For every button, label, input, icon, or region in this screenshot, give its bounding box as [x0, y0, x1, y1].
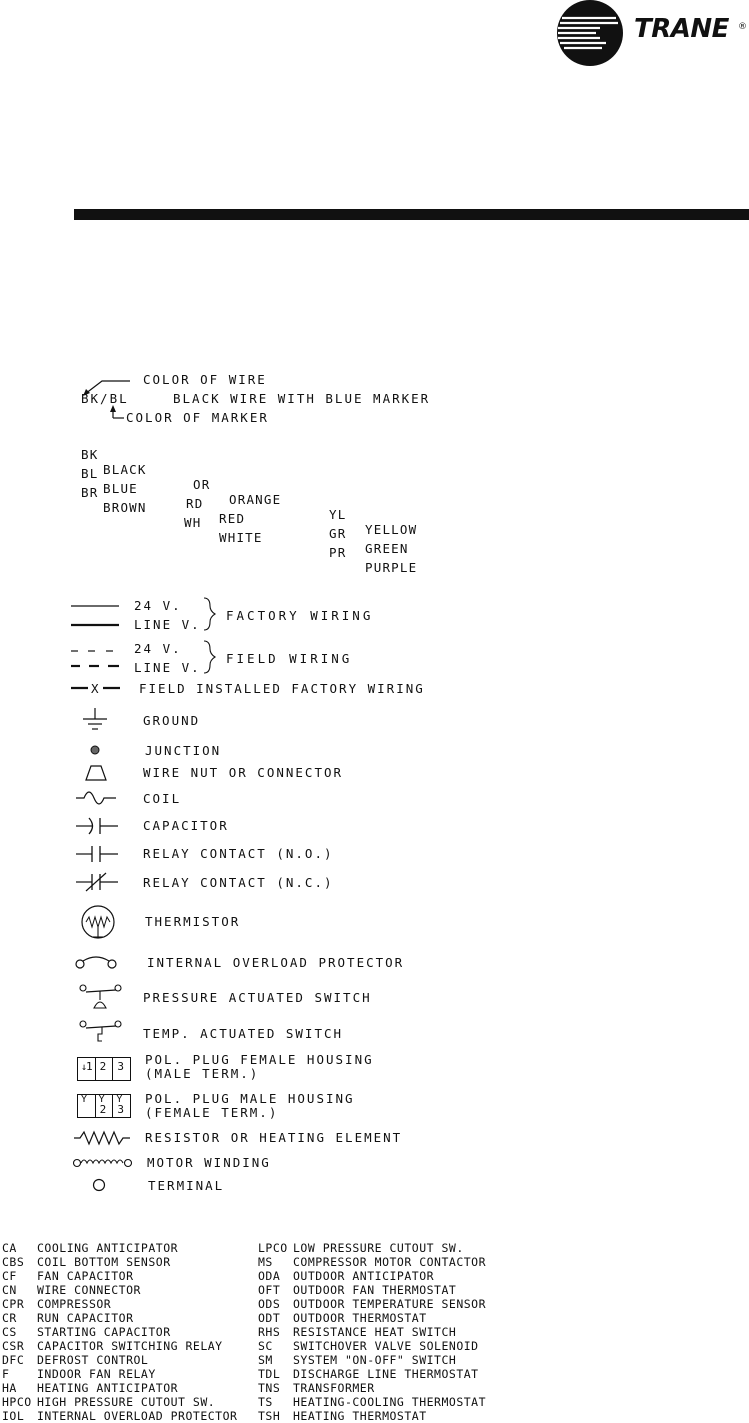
relay-no-icon: [74, 843, 120, 865]
color-name: BROWN: [103, 500, 147, 515]
ground-label: GROUND: [143, 713, 201, 728]
field-installed-factory-label: FIELD INSTALLED FACTORY WIRING: [139, 681, 425, 696]
example-code: BK/BL: [81, 391, 129, 406]
abbr-desc: INTERNAL OVERLOAD PROTECTOR: [37, 1409, 238, 1423]
abbreviation-row: [2, 1381, 237, 1395]
abbr-desc: LOW PRESSURE CUTOUT SW.: [293, 1241, 464, 1255]
abbreviation-row: [2, 1269, 237, 1283]
plug-male-sublabel: (FEMALE TERM.): [145, 1105, 279, 1120]
plug-female-label: POL. PLUG FEMALE HOUSING: [145, 1052, 374, 1067]
plug-female-slot: [113, 1058, 130, 1080]
abbr-code: HA: [2, 1381, 17, 1395]
capacitor-label: CAPACITOR: [143, 818, 229, 833]
brand-name: TRANE: [634, 14, 729, 44]
v24-label: 24 V.: [134, 641, 182, 656]
abbr-desc: CAPACITOR SWITCHING RELAY: [37, 1339, 223, 1353]
overload-label: INTERNAL OVERLOAD PROTECTOR: [147, 955, 405, 970]
abbr-code: CA: [2, 1241, 17, 1255]
plug-pin-number: 2: [99, 1060, 107, 1073]
trane-logo-mark: [556, 0, 626, 68]
abbr-desc: STARTING CAPACITOR: [37, 1325, 171, 1339]
line-v-label: LINE V.: [134, 617, 201, 632]
resistor-icon: [72, 1128, 132, 1148]
x-mark: X: [91, 681, 99, 696]
abbreviation-row: [2, 1353, 237, 1367]
example-description: BLACK WIRE WITH BLUE MARKER: [173, 391, 431, 406]
pin-y-icon: Y: [116, 1094, 123, 1105]
overload-protector-icon: [72, 952, 122, 972]
abbreviation-row: [258, 1395, 486, 1409]
relay-nc-label: RELAY CONTACT (N.C.): [143, 875, 334, 890]
abbr-desc: SYSTEM "ON-OFF" SWITCH: [293, 1353, 457, 1367]
registered-mark: ®: [738, 22, 747, 32]
pressure-switch-label: PRESSURE ACTUATED SWITCH: [143, 990, 372, 1005]
abbreviation-row: [258, 1269, 486, 1283]
abbr-code: CSR: [2, 1339, 25, 1353]
junction-label: JUNCTION: [145, 743, 222, 758]
color-code: GR: [329, 526, 347, 541]
color-code: WH: [184, 515, 202, 530]
color-code: PR: [329, 545, 347, 560]
color-code: OR: [193, 477, 211, 492]
coil-icon: [74, 788, 118, 808]
abbr-desc: TRANSFORMER: [293, 1381, 375, 1395]
field-wiring-label: FIELD WIRING: [226, 651, 353, 666]
abbr-desc: COOLING ANTICIPATOR: [37, 1241, 179, 1255]
plug-female-slot: [78, 1058, 96, 1080]
abbreviation-row: [2, 1241, 237, 1255]
color-of-marker-label: COLOR OF MARKER: [126, 410, 269, 425]
plug-male-slot: [113, 1095, 130, 1117]
wire-nut-icon: [82, 763, 110, 783]
abbreviation-row: [2, 1325, 237, 1339]
abbreviation-row: [258, 1283, 486, 1297]
abbreviation-row: [258, 1255, 486, 1269]
trane-logo: [556, 0, 749, 68]
abbr-code: ODT: [258, 1311, 281, 1325]
abbr-desc: HEATING-COOLING THERMOSTAT: [293, 1395, 487, 1409]
abbr-code: TS: [258, 1395, 273, 1409]
color-code: YL: [329, 507, 347, 522]
abbr-desc: OUTDOOR TEMPERATURE SENSOR: [293, 1297, 487, 1311]
abbr-code: OFT: [258, 1283, 281, 1297]
abbr-desc: INDOOR FAN RELAY: [37, 1367, 156, 1381]
abbr-desc: DISCHARGE LINE THERMOSTAT: [293, 1367, 479, 1381]
abbreviation-row: [2, 1367, 237, 1381]
plug-pin-number: 3: [117, 1060, 124, 1073]
resistor-label: RESISTOR OR HEATING ELEMENT: [145, 1130, 403, 1145]
line-v-label: LINE V.: [134, 660, 201, 675]
abbr-desc: WIRE CONNECTOR: [37, 1283, 141, 1297]
temp-switch-label: TEMP. ACTUATED SWITCH: [143, 1026, 344, 1041]
abbreviation-row: [2, 1395, 237, 1409]
abbr-code: DFC: [2, 1353, 25, 1367]
abbr-code: CF: [2, 1269, 17, 1283]
abbr-desc: OUTDOOR THERMOSTAT: [293, 1311, 427, 1325]
abbr-code: TNS: [258, 1381, 281, 1395]
color-name: RED: [219, 511, 246, 526]
abbreviation-row: [2, 1339, 237, 1353]
abbr-code: CN: [2, 1283, 17, 1297]
color-code: BR: [81, 485, 99, 500]
abbreviation-row: [258, 1381, 486, 1395]
color-name: ORANGE: [229, 492, 282, 507]
abbr-code: CR: [2, 1311, 17, 1325]
pin-y-icon: Y: [98, 1094, 105, 1105]
plug-male-slot: [96, 1095, 114, 1117]
abbr-code: CBS: [2, 1255, 25, 1269]
temp-switch-icon: [78, 1018, 124, 1046]
abbreviation-row: [258, 1367, 486, 1381]
abbr-desc: RESISTANCE HEAT SWITCH: [293, 1325, 457, 1339]
coil-label: COIL: [143, 791, 182, 806]
section-rule: [74, 209, 749, 220]
terminal-label: TERMINAL: [148, 1178, 225, 1193]
abbr-code: F: [2, 1367, 10, 1381]
abbr-desc: HEATING ANTICIPATOR: [37, 1381, 179, 1395]
color-code: BK: [81, 447, 99, 462]
color-of-wire-label: COLOR OF WIRE: [143, 372, 267, 387]
abbr-desc: OUTDOOR ANTICIPATOR: [293, 1269, 435, 1283]
pin-arrow-icon: ↓: [81, 1062, 88, 1073]
abbr-code: CS: [2, 1325, 17, 1339]
abbreviation-row: [258, 1311, 486, 1325]
abbr-code: SC: [258, 1339, 273, 1353]
pin-y-icon: Y: [81, 1094, 88, 1105]
abbr-code: SM: [258, 1353, 273, 1367]
abbreviation-row: [258, 1297, 486, 1311]
abbr-desc: FAN CAPACITOR: [37, 1269, 134, 1283]
v24-label: 24 V.: [134, 598, 182, 613]
abbr-code: ODS: [258, 1297, 281, 1311]
color-name: BLACK: [103, 462, 147, 477]
abbr-code: ODA: [258, 1269, 281, 1283]
relay-no-label: RELAY CONTACT (N.O.): [143, 846, 334, 861]
abbr-desc: DEFROST CONTROL: [37, 1353, 149, 1367]
abbr-code: IOL: [2, 1409, 25, 1423]
ground-icon: [80, 706, 110, 736]
color-name: PURPLE: [365, 560, 418, 575]
motor-winding-label: MOTOR WINDING: [147, 1155, 271, 1170]
abbr-code: CPR: [2, 1297, 25, 1311]
abbr-desc: RUN CAPACITOR: [37, 1311, 134, 1325]
plug-male-slot: [78, 1095, 96, 1117]
relay-nc-icon: [74, 871, 120, 893]
color-name: WHITE: [219, 530, 263, 545]
thermistor-label: THERMISTOR: [145, 914, 241, 929]
abbreviation-row: [2, 1297, 237, 1311]
plug-female-icon: [77, 1057, 131, 1081]
abbr-code: HPCO: [2, 1395, 32, 1409]
abbr-desc: HEATING THERMOSTAT: [293, 1409, 427, 1423]
abbreviations-right: [258, 1241, 486, 1423]
plug-pin-number: 3: [117, 1103, 124, 1116]
abbr-code: MS: [258, 1255, 273, 1269]
motor-winding-icon: [72, 1154, 134, 1172]
abbreviation-row: [258, 1339, 486, 1353]
plug-male-label: POL. PLUG MALE HOUSING: [145, 1091, 355, 1106]
plug-female-sublabel: (MALE TERM.): [145, 1066, 260, 1081]
abbreviation-row: [258, 1353, 486, 1367]
abbreviations-left: [2, 1241, 237, 1423]
abbr-code: TSH: [258, 1409, 281, 1423]
pressure-switch-icon: [78, 982, 124, 1012]
wire-nut-label: WIRE NUT OR CONNECTOR: [143, 765, 344, 780]
abbr-desc: COMPRESSOR MOTOR CONTACTOR: [293, 1255, 487, 1269]
abbr-desc: COMPRESSOR: [37, 1297, 112, 1311]
abbr-desc: COIL BOTTOM SENSOR: [37, 1255, 171, 1269]
abbr-code: LPCO: [258, 1241, 288, 1255]
capacitor-icon: [74, 815, 120, 837]
terminal-icon: [91, 1177, 107, 1193]
abbreviation-row: [258, 1241, 486, 1255]
abbreviation-row: [258, 1325, 486, 1339]
color-name: YELLOW: [365, 522, 418, 537]
abbr-desc: SWITCHOVER VALVE SOLENOID: [293, 1339, 479, 1353]
abbreviation-row: [2, 1255, 237, 1269]
plug-pin-number: 1: [86, 1060, 93, 1073]
thermistor-icon: [78, 904, 118, 944]
abbr-desc: OUTDOOR FAN THERMOSTAT: [293, 1283, 457, 1297]
color-code: RD: [186, 496, 204, 511]
abbr-desc: HIGH PRESSURE CUTOUT SW.: [37, 1395, 216, 1409]
junction-icon: [88, 743, 102, 757]
color-name: GREEN: [365, 541, 409, 556]
plug-pin-number: 2: [99, 1103, 107, 1116]
factory-wiring-label: FACTORY WIRING: [226, 608, 374, 623]
color-name: BLUE: [103, 481, 138, 496]
abbr-code: RHS: [258, 1325, 281, 1339]
plug-female-slot: [96, 1058, 114, 1080]
abbreviation-row: [2, 1311, 237, 1325]
plug-male-icon: [77, 1094, 131, 1118]
abbr-code: TDL: [258, 1367, 281, 1381]
abbreviation-row: [2, 1283, 237, 1297]
color-code: BL: [81, 466, 99, 481]
